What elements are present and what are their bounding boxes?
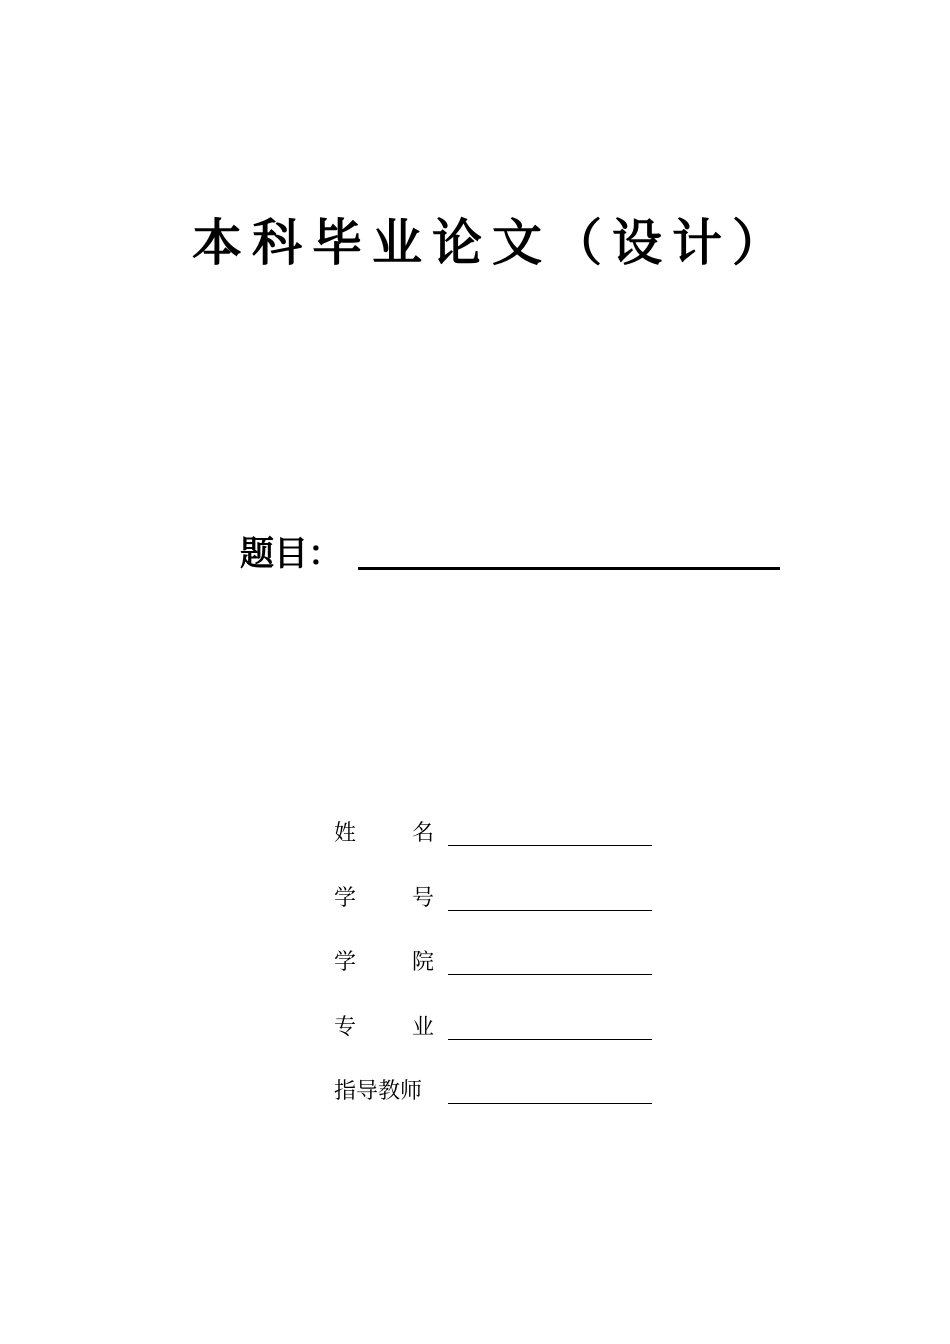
major-input-line[interactable] (448, 1039, 652, 1040)
name-input-line[interactable] (448, 845, 652, 846)
info-label-college (334, 947, 434, 979)
info-label-name-char-1: 姓 (334, 821, 357, 846)
info-label-name-char-2: 名 (411, 821, 434, 846)
info-label-student-id-char-1: 学 (334, 885, 357, 911)
info-row-major (334, 1012, 664, 1077)
topic-row (240, 530, 780, 576)
info-label-major-char-1: 专 (334, 1014, 357, 1040)
info-label-major (334, 1012, 434, 1044)
info-label-advisor: 指导教师 (334, 1079, 423, 1104)
info-label-name (334, 818, 434, 850)
info-row-name (334, 818, 664, 883)
student-info-block (334, 818, 664, 1141)
cover-title: 本科毕业论文（设计） (192, 213, 792, 272)
student-id-input-line[interactable] (448, 910, 652, 911)
topic-input-line[interactable] (358, 567, 780, 570)
info-row-college (334, 947, 664, 1012)
college-input-line[interactable] (448, 974, 652, 975)
info-label-student-id-char-2: 号 (411, 885, 434, 911)
info-row-advisor (334, 1076, 664, 1141)
info-label-college-char-1: 学 (334, 950, 357, 975)
advisor-input-line[interactable] (448, 1103, 652, 1104)
info-row-student-id (334, 883, 664, 948)
info-label-college-char-2: 院 (411, 950, 434, 975)
info-label-student-id (334, 883, 434, 915)
topic-label: 题目： (240, 534, 342, 574)
info-label-major-char-2: 业 (411, 1014, 434, 1040)
